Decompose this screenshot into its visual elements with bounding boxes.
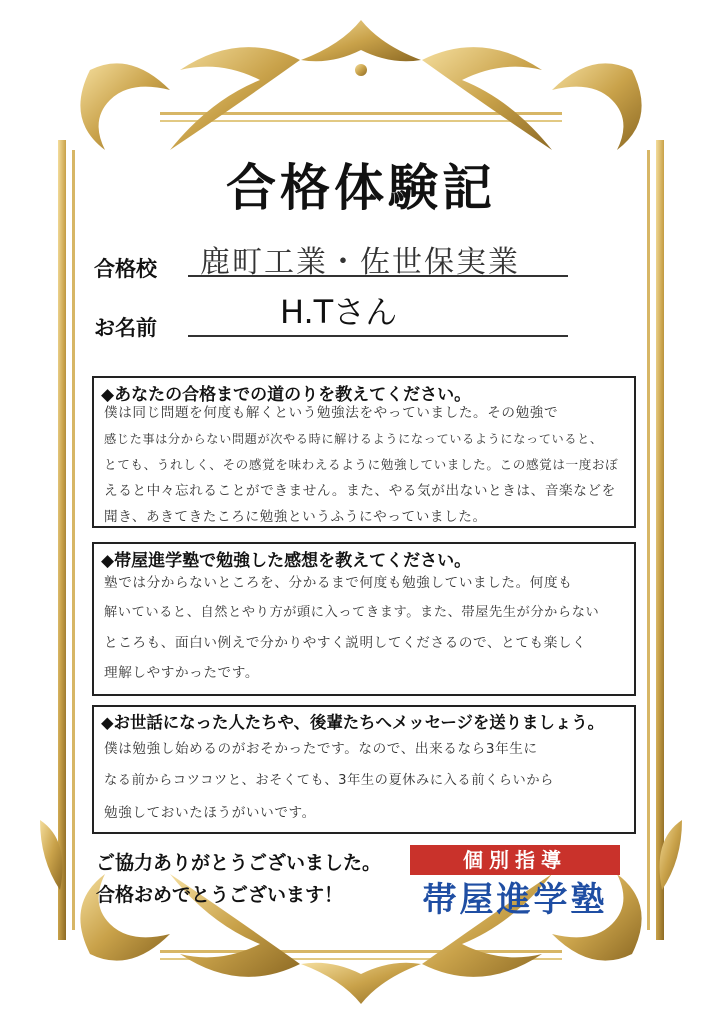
logo-name: 帯屋進学塾 bbox=[422, 880, 608, 920]
section-heading: ◆あなたの合格までの道のりを教えてください。 bbox=[101, 385, 472, 405]
handwritten-line: えると中々忘れることができません。また、やる気が出ないときは、音楽などを bbox=[104, 483, 616, 499]
thanks-line-2: 合格おめでとうございます！ bbox=[96, 884, 344, 906]
handwritten-line: 塾では分からないところを、分かるまで何度も勉強していました。何度も bbox=[104, 575, 573, 591]
handwritten-line: なる前からコツコツと、おそくても、3年生の夏休みに入る前くらいから bbox=[104, 773, 554, 788]
page-title: 合格体験記 bbox=[226, 158, 496, 217]
handwritten-line: 僕は勉強し始めるのがおそかったです。なので、出来るなら3年生に bbox=[104, 741, 538, 757]
section-body bbox=[104, 400, 624, 530]
section-heading: ◆帯屋進学塾で勉強した感想を教えてください。 bbox=[101, 551, 472, 571]
name-underline bbox=[188, 335, 568, 337]
section-impressions bbox=[92, 542, 636, 696]
handwritten-line: 解いていると、自然とやり方が頭に入ってきます。また、帯屋先生が分からない bbox=[104, 605, 600, 620]
section-message bbox=[92, 705, 636, 834]
handwritten-line: 聞き、あきてきたころに勉強というふうにやっていました。 bbox=[104, 509, 487, 525]
thanks-line-1: ご協力ありがとうございました。 bbox=[96, 852, 382, 874]
section-heading: ◆お世話になった人たちや、後輩たちへメッセージを送りましょう。 bbox=[101, 713, 605, 732]
school-logo bbox=[410, 845, 620, 925]
logo-tagline: 個別指導 bbox=[410, 845, 620, 875]
handwritten-line: 僕は同じ問題を何度も解くという勉強法をやっていました。その勉強で bbox=[104, 405, 559, 421]
section-body bbox=[104, 733, 624, 829]
handwritten-line: 勉強しておいたほうがいいです。 bbox=[104, 805, 316, 821]
top-ornament bbox=[80, 20, 641, 150]
handwritten-line: とても、うれしく、その感覚を味わえるように勉強していました。この感覚は一度おぼ bbox=[104, 457, 619, 472]
handwritten-line: ところも、面白い例えで分かりやすく説明してくださるので、とても楽しく bbox=[104, 635, 587, 651]
section-body bbox=[104, 568, 624, 688]
school-label: 合格校 bbox=[94, 257, 157, 281]
section-journey bbox=[92, 376, 636, 528]
name-value: H.Tさん bbox=[280, 293, 398, 331]
handwritten-line: 理解しやすかったです。 bbox=[104, 665, 260, 681]
school-value: 鹿町工業・佐世保実業 bbox=[200, 245, 520, 280]
name-label: お名前 bbox=[94, 316, 157, 340]
handwritten-line: 感じた事は分からない問題が次やる時に解けるようになっているようになっていると、 bbox=[104, 432, 603, 446]
